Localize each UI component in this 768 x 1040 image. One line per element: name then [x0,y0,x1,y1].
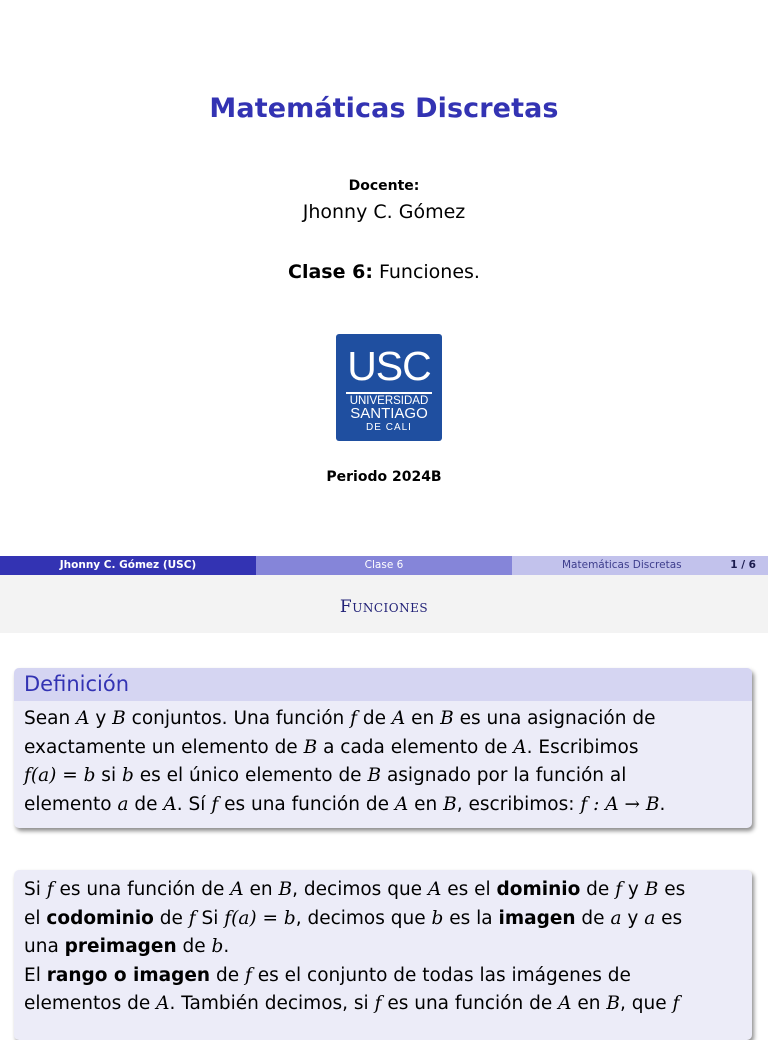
docente-label: Docente: [348,178,420,194]
info-block [14,870,752,1040]
definition-title: Definición [14,668,752,701]
docente-name: Jhonny C. Gómez [302,201,466,223]
logo-line-2: SANTIAGO [350,405,428,422]
usc-logo [336,334,442,441]
footer-clase: Clase 6 [256,556,512,575]
slide-footer [0,556,768,575]
frame-title: Funciones [339,597,429,617]
logo-line-3: DE CALI [366,422,412,433]
logo-acronym: USC [347,343,431,389]
info-body: Si f es una función de A en B, decimos que A es el dominio de f y B es el codominio de f Si f(a) = b, decimos que b es la imagen de a y a es una preimagen de b. El rango o imagen de f es el conjunto de todas las imágenes de elementos de A. También decimos, si f es una función de A en B, que f [24,879,686,1014]
clase-line [0,261,768,283]
clase-label: Clase 6: [288,261,373,283]
clase-topic: Funciones. [378,261,480,283]
definition-body: Sean A y B conjuntos. Una función f de A en B es una asignación de exactamente un elemento de B a cada elemento de A. Escribimos f(a) = b si b es el único elemento de B asignado por la función al elemento a de A. Sí f es una función de A en B, escribimos: f : A → B. [24,708,666,815]
footer-author: Jhonny C. Gómez (USC) [0,556,256,575]
periodo: Periodo 2024B [326,469,442,485]
footer-page-number: 1 / 6 [730,559,756,571]
logo-rule [346,392,432,394]
footer-course: Matemáticas Discretas [562,559,682,571]
presentation-title: Matemáticas Discretas [209,93,559,124]
logo-line-1: UNIVERSIDAD [349,395,429,407]
definition-block [14,668,752,828]
footer-right [512,556,768,575]
